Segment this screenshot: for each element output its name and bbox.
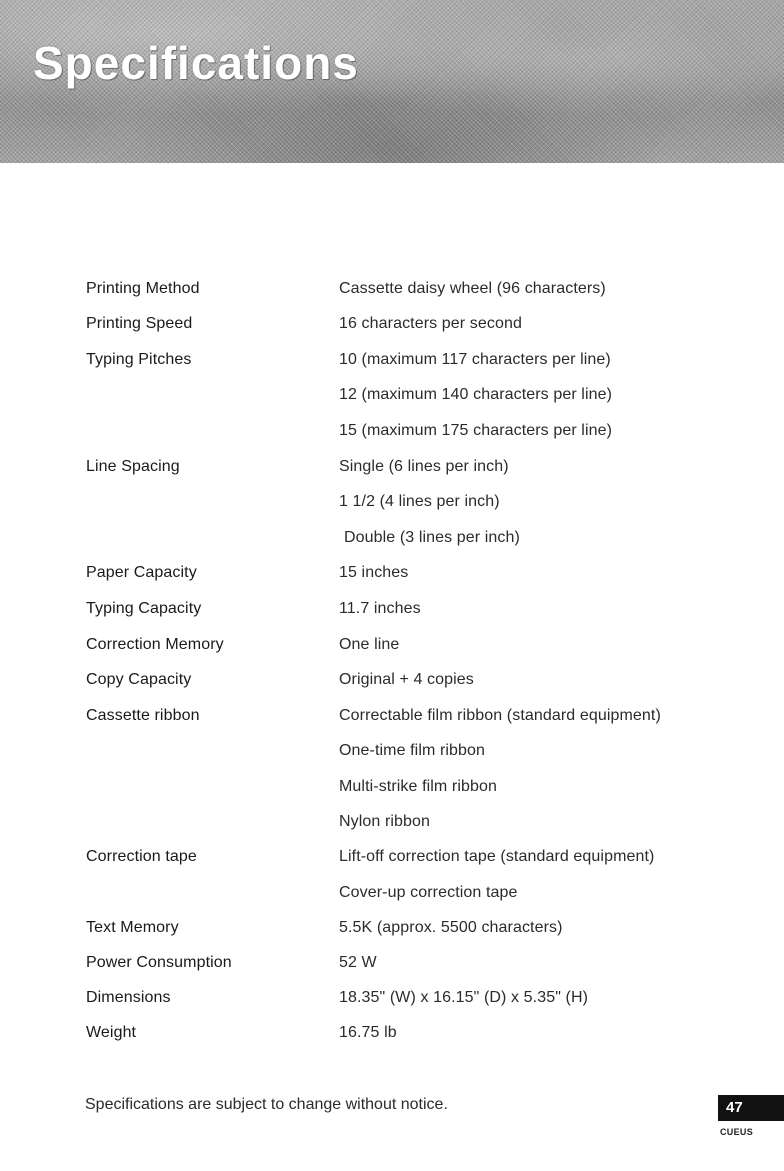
spec-label: Line Spacing: [86, 458, 180, 475]
spec-row: [0, 386, 784, 422]
page-number: 47: [718, 1095, 784, 1121]
spec-label: Printing Method: [86, 280, 200, 297]
spec-label: Typing Capacity: [86, 600, 202, 617]
spec-label: Printing Speed: [86, 315, 193, 332]
spec-row: [0, 707, 784, 743]
spec-label: Correction tape: [86, 848, 197, 865]
header-banner: [0, 0, 784, 163]
spec-row: [0, 493, 784, 529]
spec-label: Text Memory: [86, 919, 179, 936]
spec-row: [0, 351, 784, 387]
spec-row: [0, 564, 784, 600]
spec-value: 1 1/2 (4 lines per inch): [339, 493, 500, 510]
spec-value: Nylon ribbon: [339, 813, 431, 830]
spec-row: [0, 778, 784, 814]
spec-row: [0, 315, 784, 351]
spec-label: Weight: [86, 1024, 137, 1041]
disclaimer-note: Specifications are subject to change without notice.: [85, 1096, 448, 1113]
spec-row: [0, 919, 784, 955]
spec-value: 10 (maximum 117 characters per line): [339, 351, 611, 368]
spec-row: [0, 989, 784, 1025]
spec-row: [0, 458, 784, 494]
spec-value: 12 (maximum 140 characters per line): [339, 386, 613, 403]
spec-row: [0, 636, 784, 672]
spec-value: Single (6 lines per inch): [339, 458, 509, 475]
spec-value: 16 characters per second: [339, 315, 522, 332]
spec-value: 18.35" (W) x 16.15" (D) x 5.35" (H): [339, 989, 589, 1006]
footer-tag: CUEUS: [720, 1127, 754, 1137]
spec-value: One line: [339, 636, 400, 653]
spec-row: [0, 884, 784, 920]
spec-label: Copy Capacity: [86, 671, 192, 688]
spec-value: Cover-up correction tape: [339, 884, 518, 901]
spec-value: 15 (maximum 175 characters per line): [339, 422, 613, 439]
spec-row: [0, 529, 784, 565]
spec-label: Power Consumption: [86, 954, 232, 971]
spec-row: [0, 671, 784, 707]
spec-value: Cassette daisy wheel (96 characters): [339, 280, 606, 297]
spec-value: 15 inches: [339, 564, 409, 581]
spec-label: Correction Memory: [86, 636, 224, 653]
spec-row: [0, 1024, 784, 1060]
spec-row: [0, 422, 784, 458]
spec-value: Double (3 lines per inch): [344, 529, 520, 546]
page-title: Specifications: [33, 37, 359, 89]
spec-value: 11.7 inches: [339, 600, 421, 617]
spec-label: Paper Capacity: [86, 564, 197, 581]
spec-label: Cassette ribbon: [86, 707, 200, 724]
spec-row: [0, 848, 784, 884]
spec-row: [0, 742, 784, 778]
spec-label: Dimensions: [86, 989, 171, 1006]
spec-value: 52 W: [339, 954, 377, 971]
spec-value: One-time film ribbon: [339, 742, 486, 759]
spec-row: [0, 600, 784, 636]
spec-value: 16.75 lb: [339, 1024, 397, 1041]
spec-value: Original + 4 copies: [339, 671, 474, 688]
spec-row: [0, 954, 784, 990]
spec-value: 5.5K (approx. 5500 characters): [339, 919, 563, 936]
spec-row: [0, 813, 784, 849]
spec-value: Multi-strike film ribbon: [339, 778, 497, 795]
spec-value: Correctable film ribbon (standard equipment): [339, 707, 661, 724]
spec-row: [0, 280, 784, 316]
spec-label: Typing Pitches: [86, 351, 192, 368]
spec-value: Lift-off correction tape (standard equipment): [339, 848, 655, 865]
